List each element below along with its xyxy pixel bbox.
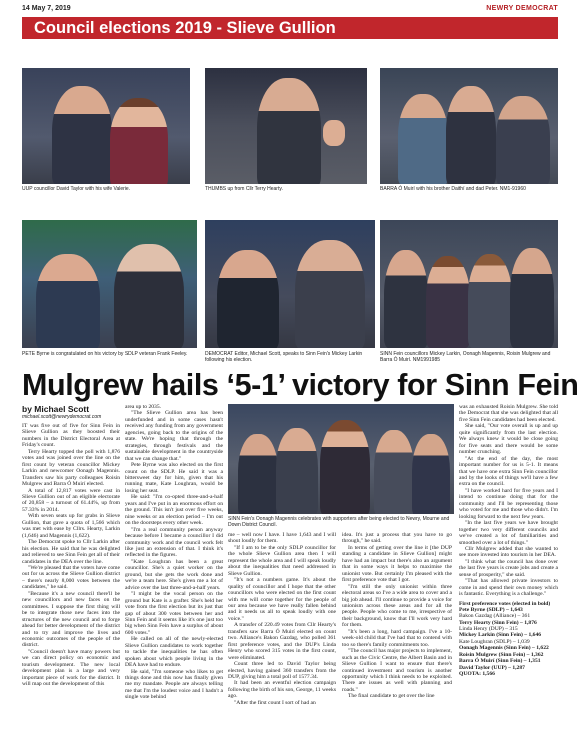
photo-hearty xyxy=(205,68,367,184)
article-column-3: me – well now I have. I have 1,643 and I will shout loudly for them. "If I am to be the only SDLP councillor for the whole Slieve Gullion area then I will represent the whole area and I will speak loudly about the inequalities that need addressed in Slieve Gullion. "It's not a numbers game. It's about the quality of councillor and I hope that the other councillors who were elected on the first count with me will come together for the people of our area because we have really fallen behind and it needs us all to speak loudly with one voice." A transfer of 220.49 votes from Cllr Hearty's transfers saw Barra Ó Muirí elected on count two. Alliance's Bakon Gazdag, who polled 361 first preference votes, and the DUP's Linda Henry who scored 315 votes in the first count, were eliminated. Count three led to David Taylor being elected, having gained 360 transfers from the DUP, giving him a total poll of 1577.34. It had been an eventful election campaign following the birth of his son, George, 11 weeks ago. "After the first count I sort of had an xyxy=(228,532,336,706)
result-row: QUOTA: 1,566 xyxy=(459,671,495,678)
result-row: Oonagh Magennis (Sinn Fein) – 1,622 xyxy=(459,645,549,652)
article-column-2: area up to 2035. "The Slieve Gullion area has been underfunded and in some cases hasn't received any funding from any government agencies, going back to the origins of the state. We're hoping that through the strategies, through festivals and the sustainable development in the countryside that we can change that." Pete Byrne was also elected on the first count on the SDLP. He said it was a bittersweet day for him, given that his running mate, Kate Loughran, would be losing her seat. He said: "I'm co-opted three-and-a-half years and I've put in an enormous effort on the ground. This isn't just over five weeks, nine weeks or an election period – I'm out on the doorsteps every other week. "I'm a real community person anyway because before I became a councillor I did community work and the council work felt like just an extension of that. I think it's reflected in the figures. "Kate Loughran has been a great councillor. She's a quiet worker on the ground, but she gets the work done and we're a team here. She's given me a lot of advice over the last three-and-a-half years. "I might be the vocal person on the ground but Kate is a grafter. She's held her vote from the first election but its just that gap of about 300 votes between her and Sinn Fein and it seems like it's one just too big when Sinn Fein have a surplus of about 600 votes." He called on all of the newly-elected Slieve Gullion candidates to work together to tackle the inequalities he has often spoken about which people living in the DEA have had to endure. He said, "I'm someone who likes to get things done and this now has finally given me my mandate. People are always telling me that I'm the loudest voice and I hadn't a single vote behind xyxy=(125,404,223,701)
caption-hearty: THUMBS up from Cllr Terry Hearty. xyxy=(205,186,283,192)
page-header xyxy=(22,5,558,17)
result-row: Terry Hearty (Sinn Fein) – 1,876 xyxy=(459,619,537,626)
results-title: First preference votes (elected in bold) xyxy=(459,600,551,607)
article-column-1: by Michael Scott michael.scott@newrydemocrat.com IT was five out of five for Sinn Fein in Slieve Gullion as they boosted their numbers in the District Electoral Area at Friday's count. Terry Hearty topped the poll with 1,876 votes and was joined over the line on the first count by veteran councillor Mickey Larkin and newcomer Oonagh Magennis. Transfers saw his party colleagues Roisin Mulgrew and Barra Ó Muirí elected. A total of 12,817 votes were cast in Slieve Gullion out of an eligible electorate of 20,858 – a turnout of 61.44%, up from 57.33% in 2014. With seven seats up for grabs in Slieve Gullion, that gave a quota of 1,566 which was met with ease by Cllrs. Hearty, Larkin (1,646) and Magennis (1,622). The Democrat spoke to Cllr Larkin after his election. He said that he was delighted and relieved to see Sinn Fein get all of their candidates in the DEA over the line. "We're pleased that the voters have come out for us across the Slieve Gullion district – there's nearly 8,000 votes between the candidates," he said. "Because it's a new council there'll be new councillors and new faces on the committees. I suppose the first thing will be to integrate those new faces into the structures of the new council and to forge ahead for better development of the district and to try and improve the lives and economic outcomes of the people of the district. "Council doesn't have many powers but we can direct policy on economic and tourism development. The new local development plan is a large and very important piece of work for the district. It will map out the development of this xyxy=(22,404,120,688)
result-row: David Taylor (UUP) – 1,287 xyxy=(459,664,525,671)
article-column-4: idea. It's just a process that you have to go through," he said. In terms of getting over the line it [the DUP standing a candidate in Slieve Gullion] might have had an impact but there's also an argument that in some ways it helps to maximise the unionist vote. But certainly I'm pleased with the first preference vote that I got. "I'm still the only unionist within three electoral areas so I've a wide area to cover and a big job ahead. I'll continue to provide a voice for unionism across these areas and for all the people. People who come to me, irrespective of their background, know that I'll work very hard for them. "It's been a long, hard campaign. I've a 10-week-old child that I've had that to contend with too so there's family commitments too. "The council has major projects to implement, such as the Civic Centre, the Albert Basin and in Slieve Gullion I want to ensure that there's continued investment and tourism is another opportunity which I think needs to be exploited. There are issues as well with planning and roads." The final candidate to get over the line xyxy=(342,532,452,700)
result-row: Pete Byrne (SDLP) – 1,643 xyxy=(459,606,523,613)
photo-editor-larkin xyxy=(205,220,375,348)
publication-name: NEWRY DEMOCRAT xyxy=(486,5,558,12)
caption-omuiri-family: BARRA Ó Muirí with his brother Daithí and dad Peter. NM1-91960 xyxy=(380,186,526,192)
headline: Mulgrew hails ‘5-1’ victory for Sinn Fein xyxy=(22,368,579,402)
result-row: Bakon Gazdag (Alliance) – 361 xyxy=(459,613,531,620)
result-row: Mickey Larkin (Sinn Fein) – 1,646 xyxy=(459,632,542,639)
section-banner: Council elections 2019 - Slieve Gullion xyxy=(22,17,558,39)
result-row: Linda Henry (DUP) – 315 xyxy=(459,625,518,632)
result-row: Roisin Mulgrew (Sinn Fein) – 1,362 xyxy=(459,651,544,658)
article-column-5: was an exhausted Roisin Mulgrew. She told the Democrat that she was delighted that all five Sinn Fein candidates had been elected. She said, "Our vote overall is up and up quite significantly from the last election. We always knew it would be close going for five seats and there would be some number crunching. "At the end of the day, the most important number for us is 5-1. It means that we have one extra Sinn Fein councillor and by the looks of things we'll have a few extra on the council. "I have worked hard for five years and I intend to continue doing that for the community and I'll be representing those who voted for me and those who didn't. I'm looking forward to the next few years. "In the last five years we have brought together two very different councils and we've created a lot of familiarities and smoothed over a lot of things." Cllr Mulgrew added that she wanted to see more invested into tourism in her DEA. "I think what the council has done over the last five years is create jobs and create a sense of prosperity," she said. "That has allowed private investors to come in and spend their own money which is fantastic. Everything is a challenge." First preference votes (elected in bold) Pete Byrne (SDLP) – 1,643 Bakon Gazdag (Alliance) – 361 Terry Hearty (Sinn Fein) – 1,876 Linda Henry (DUP) – 315 Mickey Larkin (Sinn Fein) – 1,646 Kate Loughran (SDLP) – 1,039 Oonagh Magennis (Sinn Fein) – 1,622 Roisin Mulgrew (Sinn Fein) – 1,362 Barra Ó Muirí (Sinn Fein) – 1,351 David Taylor (UUP) – 1,287 QUOTA: 1,566 xyxy=(459,404,558,678)
results-box xyxy=(459,601,558,678)
photo-byrne xyxy=(22,220,197,348)
photo-omuiri-family xyxy=(380,68,558,184)
photo-magennis-celebration xyxy=(228,404,454,514)
byline-email: michael.scott@newrydemocrat.com xyxy=(22,414,102,420)
result-row: Barra Ó Muirí (Sinn Fein) – 1,351 xyxy=(459,658,541,665)
caption-editor-larkin: DEMOCRAT Editor, Michael Scott, speaks to Sinn Fein's Mickey Larkin following his election. xyxy=(205,351,363,364)
photo-taylor xyxy=(22,68,190,184)
result-row: Kate Loughran (SDLP) – 1,039 xyxy=(459,638,530,645)
caption-sinn-fein-councillors: SINN Fein councillors Mickey Larkin, Oonagh Magennis, Roisin Mulgrew and Barra Ó Muirí. NM1991985 xyxy=(380,351,551,364)
caption-taylor: UUP councillor David Taylor with his wife Valerie. xyxy=(22,186,131,192)
photo-sinn-fein-councillors xyxy=(380,220,558,348)
byline: by Michael Scott xyxy=(22,404,90,414)
caption-magennis-celebration: SINN Fein's Oonagh Magennis celebrates with supporters after being elected to Newry, Mourne and Down District Council. xyxy=(228,516,450,529)
caption-byrne: PETE Byrne is congratulated on his victory by SDLP veteran Frank Feeley. xyxy=(22,351,188,357)
page-number-date: 14 May 7, 2019 xyxy=(22,5,71,12)
